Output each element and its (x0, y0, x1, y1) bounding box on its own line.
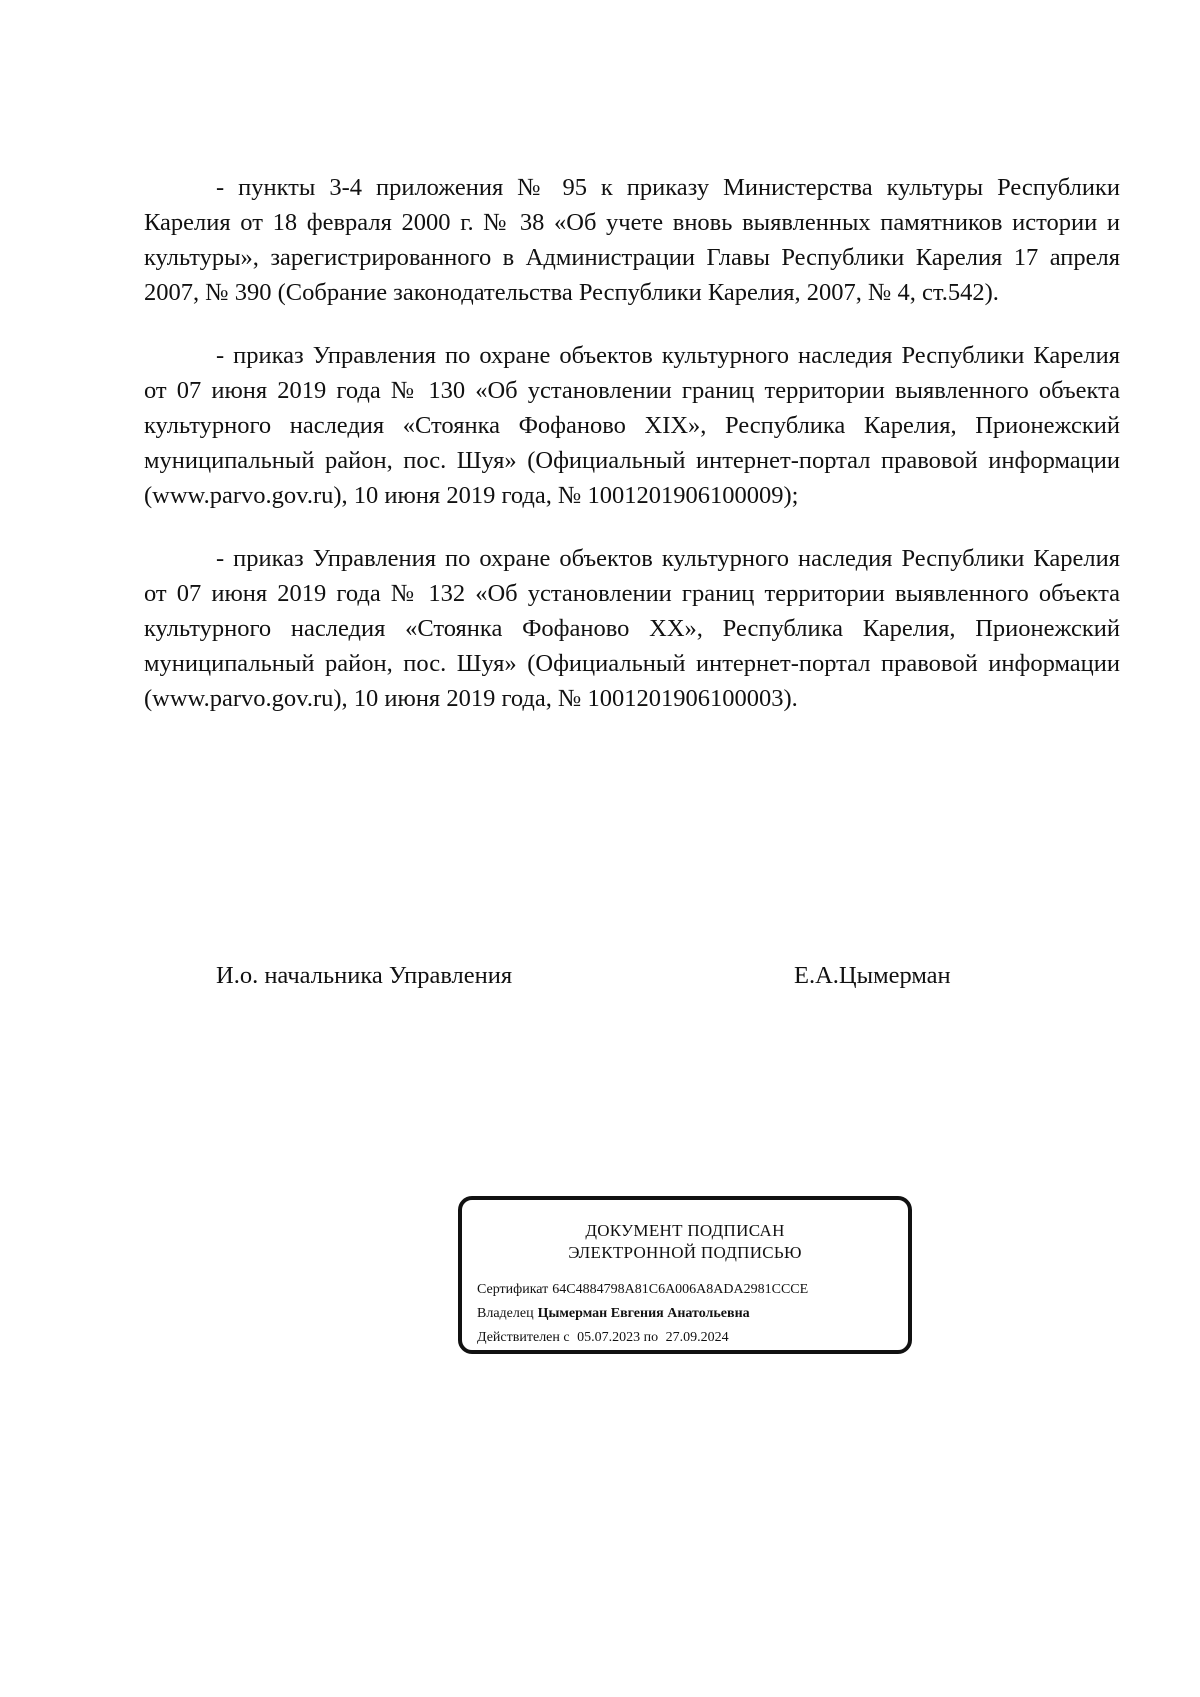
stamp-title-line-2: ЭЛЕКТРОННОЙ ПОДПИСЬЮ (568, 1243, 802, 1262)
stamp-owner-row (477, 1302, 908, 1326)
valid-from-label: Действителен с (477, 1330, 570, 1345)
paragraph-item-3: - приказ Управления по охране объектов культурного наследия Республики Карелия от 07 июня 2019 года № 132 «Об установлении границ территории выявленного объекта культурного наследия «Стоянка Фофаново XX», Республика Карелия, Прионежский муниципальный район, пос. Шуя» (Официальный интернет-портал правовой информации (www.parvo.gov.ru), 10 июня 2019 года, № 1001201906100003). (144, 545, 1120, 712)
signatory-role: И.о. начальника Управления (216, 962, 513, 989)
document-body (144, 170, 1120, 744)
owner-value: Цымерман Евгения Анатольевна (537, 1306, 750, 1321)
valid-to-label: по (643, 1330, 659, 1345)
valid-to-value: 27.09.2024 (665, 1330, 729, 1345)
paragraph-item-1: - пункты 3-4 приложения № 95 к приказу Министерства культуры Республики Карелия от 18 февраля 2000 г. № 38 «Об учете вновь выявленных памятников истории и культуры», зарегистрированного в Администрации Главы Республики Карелия 17 апреля 2007, № 390 (Собрание законодательства Республики Карелия, 2007, № 4, ст.542). (144, 174, 1120, 306)
signatory-name: Е.А.Цымерман (794, 962, 951, 989)
stamp-title-line-1: ДОКУМЕНТ ПОДПИСАН (585, 1221, 785, 1240)
stamp-details (462, 1278, 908, 1350)
stamp-validity-row (477, 1326, 908, 1350)
certificate-value: 64C4884798A81C6A006A8ADA2981CCCE (552, 1282, 809, 1297)
stamp-title (462, 1220, 908, 1264)
owner-label: Владелец (477, 1306, 534, 1321)
electronic-signature-stamp (458, 1196, 912, 1354)
paragraph-item-2: - приказ Управления по охране объектов культурного наследия Республики Карелия от 07 июня 2019 года № 130 «Об установлении границ территории выявленного объекта культурного наследия «Стоянка Фофаново XIX», Республика Карелия, Прионежский муниципальный район, пос. Шуя» (Официальный интернет-портал правовой информации (www.parvo.gov.ru), 10 июня 2019 года, № 1001201906100009); (144, 342, 1120, 509)
stamp-certificate-row (477, 1278, 908, 1302)
valid-from-value: 05.07.2023 (577, 1330, 641, 1345)
certificate-label: Сертификат (477, 1282, 549, 1297)
